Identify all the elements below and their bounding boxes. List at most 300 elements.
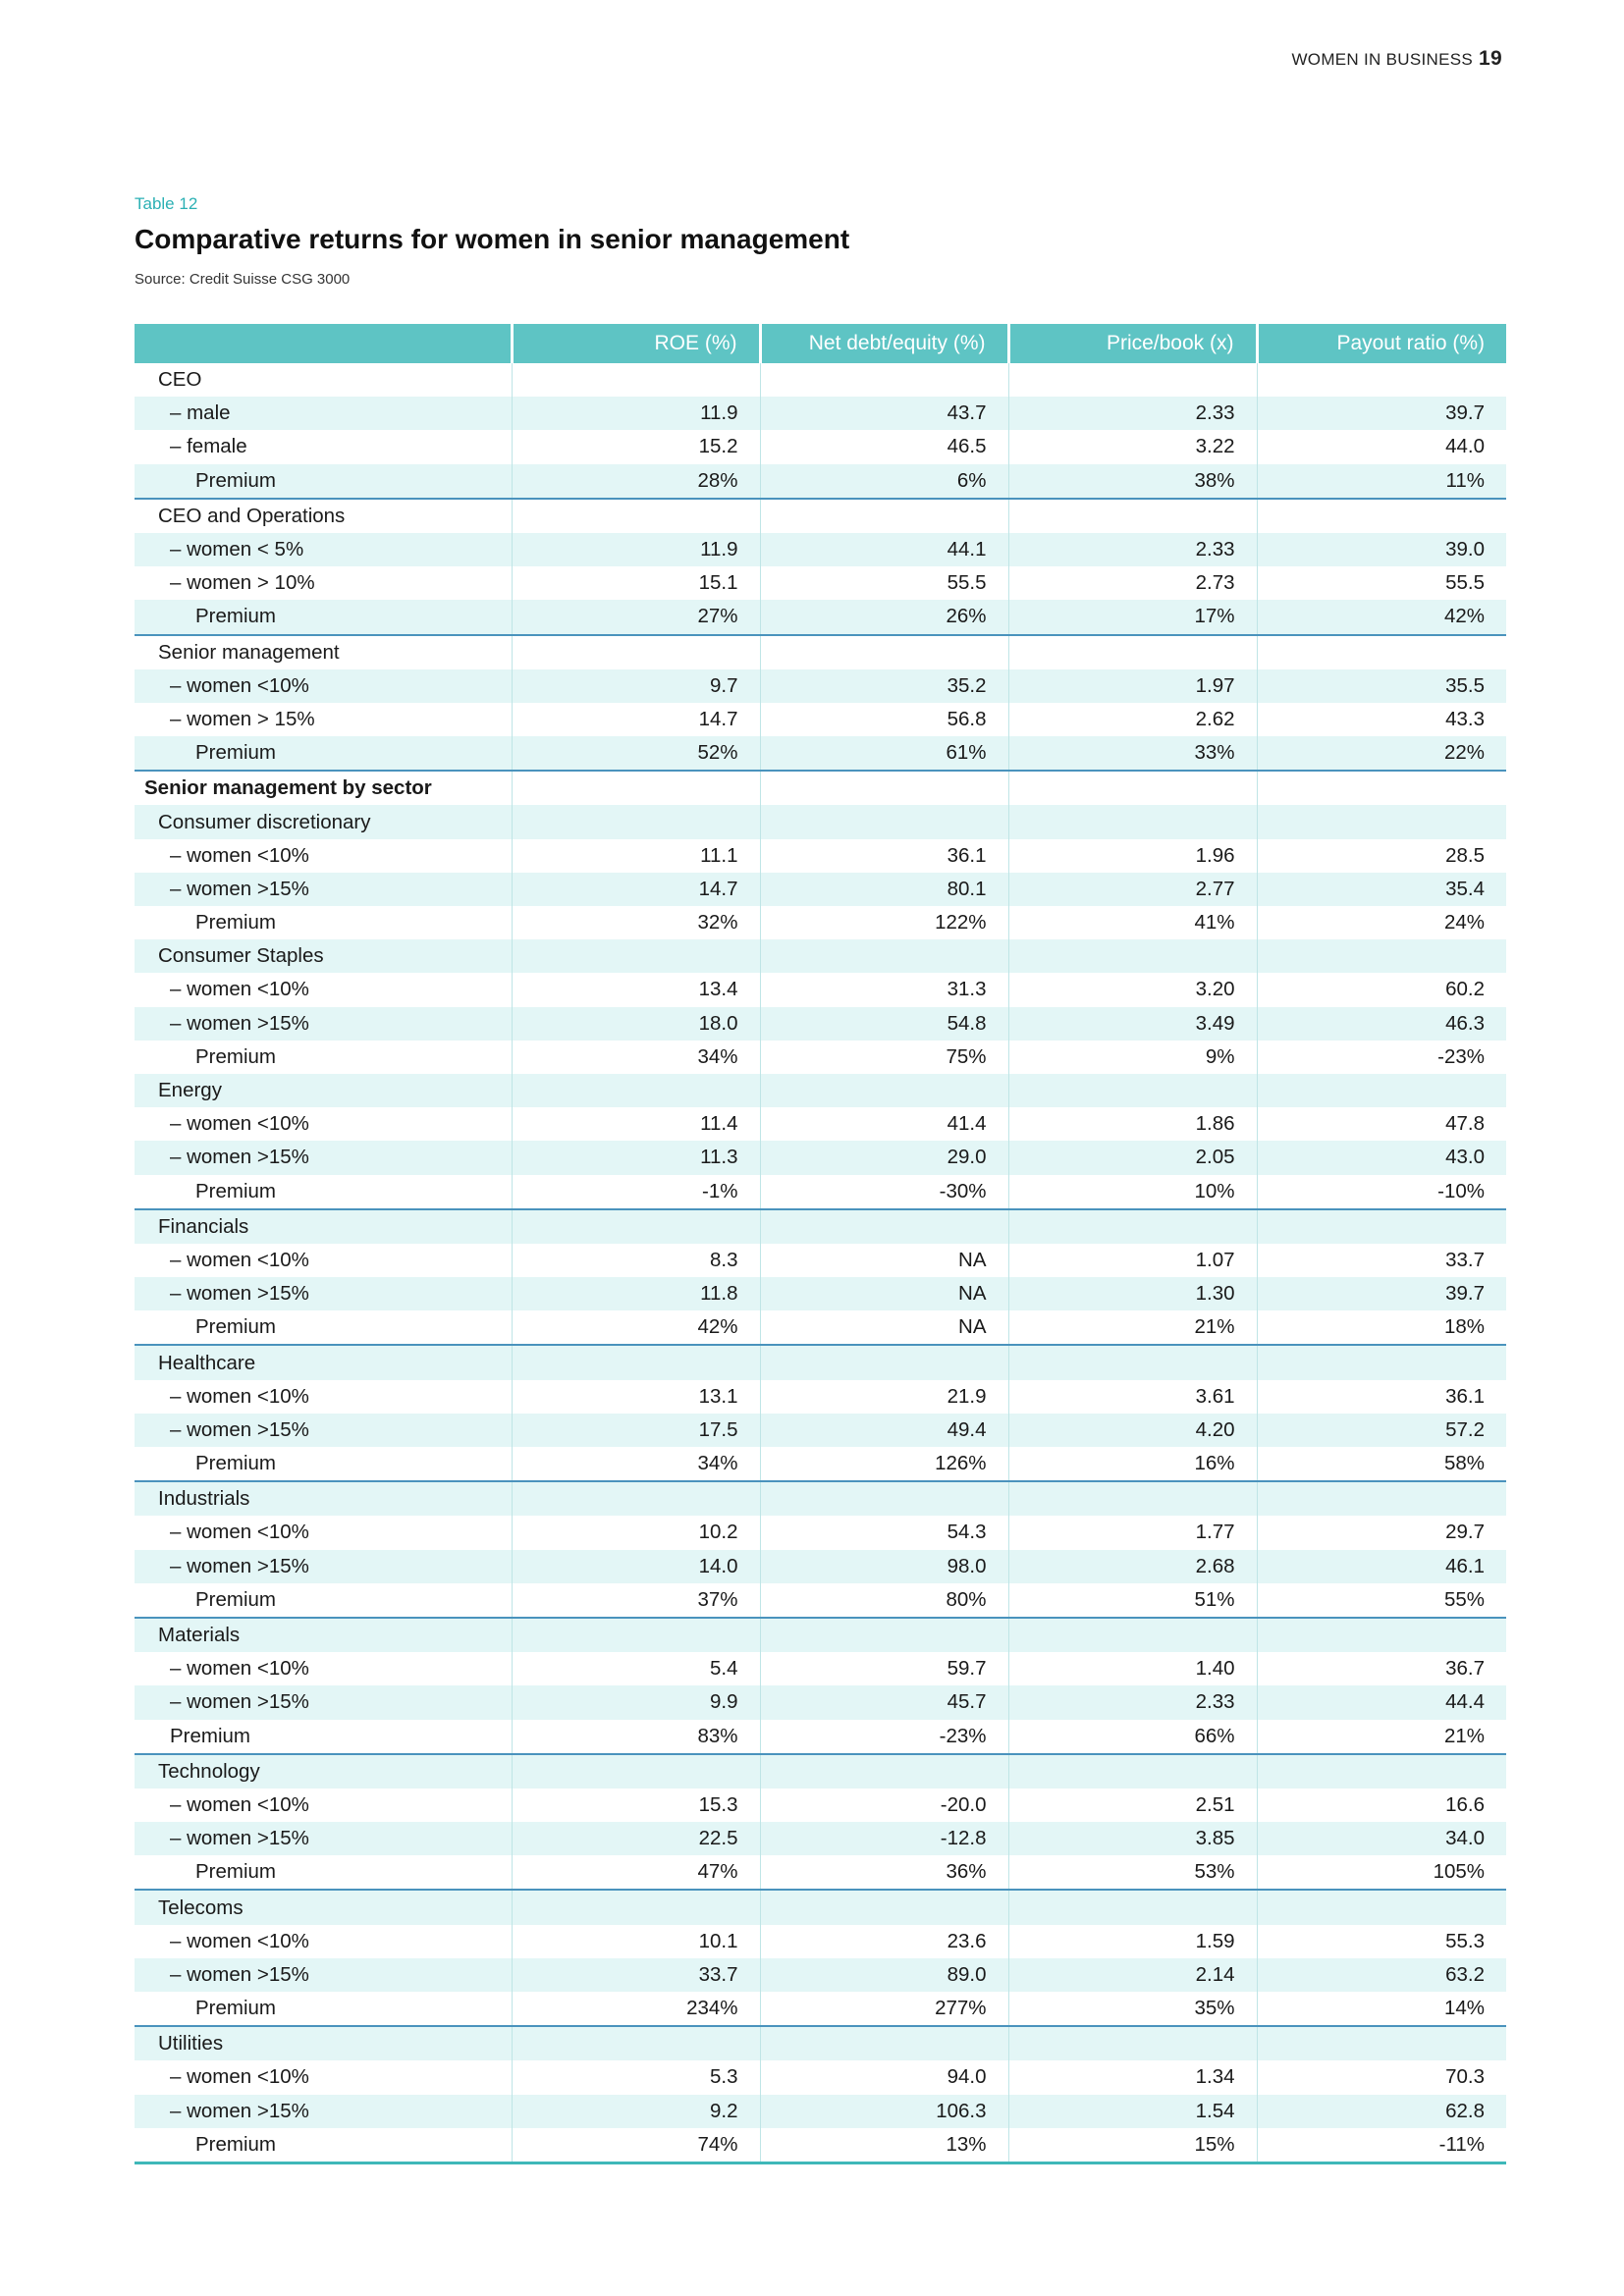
row-label: CEO — [158, 368, 202, 392]
price-book-cell — [1008, 1754, 1257, 1789]
payout-ratio-cell — [1257, 939, 1506, 973]
payout-ratio-cell — [1257, 1074, 1506, 1107]
price-book-cell: 3.49 — [1008, 1007, 1257, 1041]
net-debt-equity-cell — [760, 363, 1008, 397]
roe-cell: -1% — [512, 1175, 760, 1209]
table-row — [135, 363, 1506, 397]
table-row — [135, 1652, 1506, 1685]
row-label: – women <10% — [170, 978, 309, 1001]
price-book-cell: 17% — [1008, 600, 1257, 634]
price-book-cell: 2.62 — [1008, 703, 1257, 736]
roe-cell — [512, 1345, 760, 1379]
roe-cell: 11.9 — [512, 533, 760, 566]
row-label: Premium — [135, 736, 512, 771]
net-debt-equity-cell: 61% — [760, 736, 1008, 771]
price-book-cell: 2.05 — [1008, 1141, 1257, 1174]
price-book-cell: 1.96 — [1008, 839, 1257, 873]
table-row — [135, 1007, 1506, 1041]
row-label: – women <10% — [135, 669, 512, 703]
roe-cell: 28% — [512, 464, 760, 499]
row-label: – women >15% — [135, 1958, 512, 1992]
price-book-cell: 2.77 — [1008, 873, 1257, 906]
net-debt-equity-cell: 98.0 — [760, 1550, 1008, 1583]
row-label: Premium — [135, 1175, 512, 1209]
payout-ratio-cell: 21% — [1257, 1720, 1506, 1754]
row-label: – women >15% — [135, 2095, 512, 2128]
net-debt-equity-cell: 75% — [760, 1041, 1008, 1074]
net-debt-equity-cell — [760, 1074, 1008, 1107]
roe-cell: 15.2 — [512, 430, 760, 463]
table-row — [135, 1414, 1506, 1447]
price-book-cell: 38% — [1008, 464, 1257, 499]
payout-ratio-cell: 44.0 — [1257, 430, 1506, 463]
net-debt-equity-cell: 29.0 — [760, 1141, 1008, 1174]
row-label: – women <10% — [170, 1521, 309, 1544]
row-label: Premium — [135, 1855, 512, 1890]
payout-ratio-cell: 33.7 — [1257, 1244, 1506, 1277]
net-debt-equity-cell: 41.4 — [760, 1107, 1008, 1141]
row-label: Telecoms — [135, 1890, 512, 1924]
net-debt-equity-cell: 36.1 — [760, 839, 1008, 873]
row-label: – women <10% — [170, 2065, 309, 2089]
column-header-net-debt-equity: Net debt/equity (%) — [760, 324, 1008, 363]
table-row — [135, 1992, 1506, 2026]
price-book-cell: 3.22 — [1008, 430, 1257, 463]
table-row — [135, 499, 1506, 533]
row-label: Premium — [195, 1044, 277, 1068]
roe-cell: 42% — [512, 1310, 760, 1345]
row-label: – women >15% — [135, 1007, 512, 1041]
payout-ratio-cell: 24% — [1257, 906, 1506, 939]
roe-cell: 74% — [512, 2128, 760, 2163]
table-row — [135, 1720, 1506, 1754]
running-header — [1291, 47, 1502, 71]
net-debt-equity-cell: 277% — [760, 1992, 1008, 2026]
row-label: – women > 15% — [170, 707, 315, 730]
payout-ratio-cell: 29.7 — [1257, 1516, 1506, 1549]
table-row — [135, 1209, 1506, 1244]
row-label: – women < 5% — [135, 533, 512, 566]
price-book-cell — [1008, 939, 1257, 973]
table-row — [135, 1855, 1506, 1890]
roe-cell — [512, 771, 760, 805]
payout-ratio-cell: 42% — [1257, 600, 1506, 634]
roe-cell: 37% — [512, 1583, 760, 1618]
net-debt-equity-cell: 80% — [760, 1583, 1008, 1618]
payout-ratio-cell: 62.8 — [1257, 2095, 1506, 2128]
price-book-cell — [1008, 635, 1257, 669]
price-book-cell: 41% — [1008, 906, 1257, 939]
roe-cell: 11.1 — [512, 839, 760, 873]
payout-ratio-cell: 58% — [1257, 1447, 1506, 1481]
payout-ratio-cell: 47.8 — [1257, 1107, 1506, 1141]
table-row — [135, 533, 1506, 566]
price-book-cell — [1008, 2026, 1257, 2060]
net-debt-equity-cell: 35.2 — [760, 669, 1008, 703]
payout-ratio-cell: 22% — [1257, 736, 1506, 771]
column-header-roe: ROE (%) — [512, 324, 760, 363]
roe-cell — [512, 939, 760, 973]
net-debt-equity-cell: 6% — [760, 464, 1008, 499]
roe-cell: 34% — [512, 1041, 760, 1074]
table-row — [135, 1516, 1506, 1549]
roe-cell — [512, 499, 760, 533]
table-row — [135, 2060, 1506, 2094]
net-debt-equity-cell — [760, 771, 1008, 805]
price-book-cell — [1008, 1618, 1257, 1652]
table-row — [135, 430, 1506, 463]
net-debt-equity-cell: NA — [760, 1277, 1008, 1310]
roe-cell: 10.1 — [512, 1925, 760, 1958]
net-debt-equity-cell: 23.6 — [760, 1925, 1008, 1958]
roe-cell: 14.0 — [512, 1550, 760, 1583]
roe-cell — [512, 1890, 760, 1924]
table-row — [135, 1447, 1506, 1481]
net-debt-equity-cell: -23% — [760, 1720, 1008, 1754]
table-row — [135, 1041, 1506, 1074]
table-row — [135, 805, 1506, 838]
roe-cell: 27% — [512, 600, 760, 634]
table-row — [135, 973, 1506, 1006]
table-row — [135, 1958, 1506, 1992]
price-book-cell: 16% — [1008, 1447, 1257, 1481]
row-label: Premium — [195, 911, 277, 934]
row-label: – women <10% — [170, 1657, 309, 1681]
net-debt-equity-cell — [760, 1890, 1008, 1924]
table-row — [135, 1890, 1506, 1924]
table-row — [135, 873, 1506, 906]
column-header-price-book: Price/book (x) — [1008, 324, 1257, 363]
price-book-cell: 1.34 — [1008, 2060, 1257, 2094]
net-debt-equity-cell — [760, 635, 1008, 669]
price-book-cell: 3.20 — [1008, 973, 1257, 1006]
comparative-returns-table — [135, 324, 1506, 2164]
running-title: WOMEN IN BUSINESS — [1291, 50, 1474, 69]
table-row — [135, 1754, 1506, 1789]
price-book-cell: 1.30 — [1008, 1277, 1257, 1310]
price-book-cell — [1008, 805, 1257, 838]
table-row — [135, 600, 1506, 634]
price-book-cell: 1.54 — [1008, 2095, 1257, 2128]
payout-ratio-cell — [1257, 363, 1506, 397]
price-book-cell: 51% — [1008, 1583, 1257, 1618]
page-number: 19 — [1479, 47, 1502, 70]
payout-ratio-cell — [1257, 635, 1506, 669]
net-debt-equity-cell: 56.8 — [760, 703, 1008, 736]
net-debt-equity-cell — [760, 1618, 1008, 1652]
table-row — [135, 397, 1506, 430]
price-book-cell: 21% — [1008, 1310, 1257, 1345]
payout-ratio-cell: 11% — [1257, 464, 1506, 499]
row-label: Premium — [135, 600, 512, 634]
net-debt-equity-cell: -30% — [760, 1175, 1008, 1209]
payout-ratio-cell: 35.4 — [1257, 873, 1506, 906]
roe-cell: 52% — [512, 736, 760, 771]
row-label: – women >15% — [135, 1822, 512, 1855]
row-label: – women >15% — [135, 1685, 512, 1719]
roe-cell: 11.8 — [512, 1277, 760, 1310]
net-debt-equity-cell: 106.3 — [760, 2095, 1008, 2128]
net-debt-equity-cell: -20.0 — [760, 1789, 1008, 1822]
net-debt-equity-cell — [760, 1345, 1008, 1379]
table-row — [135, 1822, 1506, 1855]
payout-ratio-cell: 34.0 — [1257, 1822, 1506, 1855]
table-row — [135, 566, 1506, 600]
payout-ratio-cell: 16.6 — [1257, 1789, 1506, 1822]
payout-ratio-cell — [1257, 1618, 1506, 1652]
payout-ratio-cell: -10% — [1257, 1175, 1506, 1209]
net-debt-equity-cell: NA — [760, 1310, 1008, 1345]
table-label: Table 12 — [135, 194, 198, 213]
payout-ratio-cell: 36.7 — [1257, 1652, 1506, 1685]
payout-ratio-cell — [1257, 1209, 1506, 1244]
roe-cell — [512, 1618, 760, 1652]
price-book-cell: 2.33 — [1008, 397, 1257, 430]
table-row — [135, 1925, 1506, 1958]
row-label: – women <10% — [170, 843, 309, 867]
table-row — [135, 464, 1506, 499]
roe-cell: 83% — [512, 1720, 760, 1754]
row-label: Energy — [135, 1074, 512, 1107]
payout-ratio-cell — [1257, 771, 1506, 805]
price-book-cell: 10% — [1008, 1175, 1257, 1209]
payout-ratio-cell: 39.0 — [1257, 533, 1506, 566]
row-label: Consumer Staples — [135, 939, 512, 973]
table-body — [135, 363, 1506, 2163]
table-row — [135, 1074, 1506, 1107]
column-header-label — [135, 324, 512, 363]
price-book-cell: 9% — [1008, 1041, 1257, 1074]
roe-cell: 9.7 — [512, 669, 760, 703]
price-book-cell: 4.20 — [1008, 1414, 1257, 1447]
price-book-cell: 2.33 — [1008, 1685, 1257, 1719]
table-row — [135, 736, 1506, 771]
roe-cell — [512, 1754, 760, 1789]
net-debt-equity-cell: 94.0 — [760, 2060, 1008, 2094]
price-book-cell: 1.07 — [1008, 1244, 1257, 1277]
roe-cell: 17.5 — [512, 1414, 760, 1447]
net-debt-equity-cell — [760, 2026, 1008, 2060]
table-row — [135, 703, 1506, 736]
net-debt-equity-cell: -12.8 — [760, 1822, 1008, 1855]
row-label: Financials — [135, 1209, 512, 1244]
payout-ratio-cell: 70.3 — [1257, 2060, 1506, 2094]
payout-ratio-cell: 14% — [1257, 1992, 1506, 2026]
payout-ratio-cell: 46.3 — [1257, 1007, 1506, 1041]
net-debt-equity-cell: 31.3 — [760, 973, 1008, 1006]
row-label: Premium — [135, 1992, 512, 2026]
price-book-cell: 2.14 — [1008, 1958, 1257, 1992]
row-label: Healthcare — [135, 1345, 512, 1379]
net-debt-equity-cell: 49.4 — [760, 1414, 1008, 1447]
price-book-cell — [1008, 1209, 1257, 1244]
row-label: Premium — [135, 1720, 512, 1754]
row-label: – female — [170, 435, 247, 458]
net-debt-equity-cell — [760, 939, 1008, 973]
row-label: Industrials — [135, 1481, 512, 1516]
payout-ratio-cell: 55.3 — [1257, 1925, 1506, 1958]
roe-cell: 10.2 — [512, 1516, 760, 1549]
payout-ratio-cell: 55.5 — [1257, 566, 1506, 600]
table-title: Comparative returns for women in senior management — [135, 224, 850, 254]
price-book-cell: 2.51 — [1008, 1789, 1257, 1822]
row-label: – male — [135, 397, 512, 430]
price-book-cell: 2.68 — [1008, 1550, 1257, 1583]
row-label: Premium — [135, 1583, 512, 1618]
table-row — [135, 1310, 1506, 1345]
row-label: – women <10% — [170, 1248, 309, 1271]
table-row — [135, 1345, 1506, 1379]
roe-cell — [512, 1074, 760, 1107]
payout-ratio-cell — [1257, 1890, 1506, 1924]
net-debt-equity-cell: 54.8 — [760, 1007, 1008, 1041]
payout-ratio-cell: -11% — [1257, 2128, 1506, 2163]
column-header-payout-ratio: Payout ratio (%) — [1257, 324, 1506, 363]
roe-cell: 9.2 — [512, 2095, 760, 2128]
price-book-cell: 1.97 — [1008, 669, 1257, 703]
row-label: Consumer discretionary — [135, 805, 512, 838]
payout-ratio-cell: -23% — [1257, 1041, 1506, 1074]
payout-ratio-cell: 43.3 — [1257, 703, 1506, 736]
net-debt-equity-cell — [760, 499, 1008, 533]
table-row — [135, 839, 1506, 873]
net-debt-equity-cell: 80.1 — [760, 873, 1008, 906]
payout-ratio-cell: 28.5 — [1257, 839, 1506, 873]
net-debt-equity-cell: 89.0 — [760, 1958, 1008, 1992]
roe-cell: 22.5 — [512, 1822, 760, 1855]
roe-cell — [512, 2026, 760, 2060]
table-row — [135, 1277, 1506, 1310]
row-label: Premium — [135, 464, 512, 499]
roe-cell: 13.4 — [512, 973, 760, 1006]
price-book-cell: 66% — [1008, 1720, 1257, 1754]
net-debt-equity-cell: 59.7 — [760, 1652, 1008, 1685]
payout-ratio-cell: 18% — [1257, 1310, 1506, 1345]
roe-cell: 33.7 — [512, 1958, 760, 1992]
roe-cell: 5.4 — [512, 1652, 760, 1685]
roe-cell: 9.9 — [512, 1685, 760, 1719]
table-row — [135, 2095, 1506, 2128]
table-header-row — [135, 324, 1506, 363]
row-label: Premium — [135, 2128, 512, 2163]
row-label: – women <10% — [170, 1929, 309, 1952]
payout-ratio-cell: 57.2 — [1257, 1414, 1506, 1447]
table-row — [135, 771, 1506, 805]
net-debt-equity-cell: 36% — [760, 1855, 1008, 1890]
payout-ratio-cell: 39.7 — [1257, 397, 1506, 430]
table-row — [135, 669, 1506, 703]
roe-cell — [512, 1209, 760, 1244]
net-debt-equity-cell: 55.5 — [760, 566, 1008, 600]
price-book-cell: 1.59 — [1008, 1925, 1257, 1958]
row-label: Premium — [135, 1447, 512, 1481]
roe-cell: 234% — [512, 1992, 760, 2026]
row-label: – women >15% — [135, 1277, 512, 1310]
price-book-cell: 1.77 — [1008, 1516, 1257, 1549]
payout-ratio-cell: 46.1 — [1257, 1550, 1506, 1583]
price-book-cell — [1008, 499, 1257, 533]
net-debt-equity-cell: 21.9 — [760, 1380, 1008, 1414]
payout-ratio-cell — [1257, 2026, 1506, 2060]
net-debt-equity-cell: 45.7 — [760, 1685, 1008, 1719]
payout-ratio-cell: 105% — [1257, 1855, 1506, 1890]
roe-cell: 15.1 — [512, 566, 760, 600]
roe-cell: 11.3 — [512, 1141, 760, 1174]
row-label: – women > 10% — [170, 571, 315, 595]
table-row — [135, 1789, 1506, 1822]
row-label: Premium — [135, 1310, 512, 1345]
payout-ratio-cell — [1257, 1345, 1506, 1379]
roe-cell: 11.9 — [512, 397, 760, 430]
net-debt-equity-cell: 13% — [760, 2128, 1008, 2163]
roe-cell: 13.1 — [512, 1380, 760, 1414]
price-book-cell: 1.86 — [1008, 1107, 1257, 1141]
row-label: Technology — [135, 1754, 512, 1789]
net-debt-equity-cell — [760, 805, 1008, 838]
price-book-cell: 3.85 — [1008, 1822, 1257, 1855]
payout-ratio-cell — [1257, 1754, 1506, 1789]
table-row — [135, 1244, 1506, 1277]
payout-ratio-cell: 60.2 — [1257, 973, 1506, 1006]
roe-cell — [512, 635, 760, 669]
net-debt-equity-cell — [760, 1481, 1008, 1516]
payout-ratio-cell: 63.2 — [1257, 1958, 1506, 1992]
price-book-cell: 15% — [1008, 2128, 1257, 2163]
table-row — [135, 1550, 1506, 1583]
table-row — [135, 1583, 1506, 1618]
table-row — [135, 1107, 1506, 1141]
payout-ratio-cell: 35.5 — [1257, 669, 1506, 703]
net-debt-equity-cell — [760, 1754, 1008, 1789]
price-book-cell — [1008, 1481, 1257, 1516]
row-label: – women >15% — [135, 1550, 512, 1583]
row-label: – women >15% — [135, 1414, 512, 1447]
table-row — [135, 939, 1506, 973]
net-debt-equity-cell: 26% — [760, 600, 1008, 634]
net-debt-equity-cell: NA — [760, 1244, 1008, 1277]
price-book-cell — [1008, 1074, 1257, 1107]
price-book-cell: 1.40 — [1008, 1652, 1257, 1685]
price-book-cell: 3.61 — [1008, 1380, 1257, 1414]
roe-cell: 18.0 — [512, 1007, 760, 1041]
payout-ratio-cell: 43.0 — [1257, 1141, 1506, 1174]
net-debt-equity-cell: 122% — [760, 906, 1008, 939]
roe-cell: 11.4 — [512, 1107, 760, 1141]
payout-ratio-cell: 39.7 — [1257, 1277, 1506, 1310]
payout-ratio-cell: 44.4 — [1257, 1685, 1506, 1719]
table-row — [135, 2128, 1506, 2163]
table-row — [135, 1175, 1506, 1209]
price-book-cell — [1008, 1345, 1257, 1379]
table-row — [135, 1685, 1506, 1719]
row-label: Senior management by sector — [144, 776, 432, 800]
roe-cell: 34% — [512, 1447, 760, 1481]
price-book-cell: 53% — [1008, 1855, 1257, 1890]
row-label: – women <10% — [170, 1112, 309, 1136]
roe-cell: 5.3 — [512, 2060, 760, 2094]
net-debt-equity-cell: 54.3 — [760, 1516, 1008, 1549]
row-label: – women >15% — [135, 1141, 512, 1174]
table-row — [135, 1380, 1506, 1414]
price-book-cell: 33% — [1008, 736, 1257, 771]
payout-ratio-cell — [1257, 499, 1506, 533]
row-label: Utilities — [135, 2026, 512, 2060]
price-book-cell — [1008, 771, 1257, 805]
roe-cell — [512, 363, 760, 397]
payout-ratio-cell — [1257, 805, 1506, 838]
roe-cell — [512, 805, 760, 838]
price-book-cell: 2.33 — [1008, 533, 1257, 566]
